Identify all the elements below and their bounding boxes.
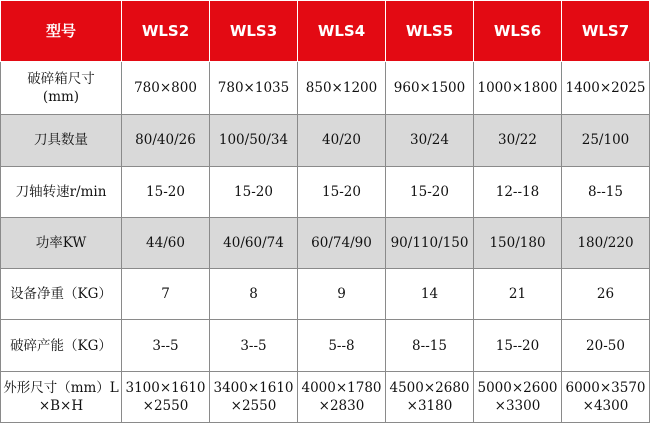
table-cell: 1000×1800 (474, 62, 562, 115)
header-cell-wls7: WLS7 (562, 1, 650, 62)
table-cell: 8 (210, 269, 298, 320)
table-cell: 15-20 (122, 166, 210, 217)
table-cell: 30/22 (474, 115, 562, 166)
table-cell: 4000×1780×2830 (298, 371, 386, 422)
table-cell: 4500×2680×3180 (386, 371, 474, 422)
table-cell: 150/180 (474, 217, 562, 268)
table-cell: 850×1200 (298, 62, 386, 115)
table-cell: 90/110/150 (386, 217, 474, 268)
table-cell: 40/60/74 (210, 217, 298, 268)
table-cell: 3--5 (122, 320, 210, 371)
table-cell: 960×1500 (386, 62, 474, 115)
header-cell-wls4: WLS4 (298, 1, 386, 62)
table-cell: 5--8 (298, 320, 386, 371)
table-cell: 14 (386, 269, 474, 320)
table-cell: 15-20 (210, 166, 298, 217)
table-cell: 9 (298, 269, 386, 320)
table-cell: 15--20 (474, 320, 562, 371)
table-cell: 26 (562, 269, 650, 320)
table-cell: 3400×1610×2550 (210, 371, 298, 422)
header-cell-wls3: WLS3 (210, 1, 298, 62)
header-cell-wls2: WLS2 (122, 1, 210, 62)
table-cell: 7 (122, 269, 210, 320)
table-cell: 80/40/26 (122, 115, 210, 166)
row-label: 功率KW (1, 217, 122, 268)
table-cell: 780×1035 (210, 62, 298, 115)
table-cell: 780×800 (122, 62, 210, 115)
table-cell: 3--5 (210, 320, 298, 371)
row-label: 刀具数量 (1, 115, 122, 166)
table-cell: 44/60 (122, 217, 210, 268)
row-label: 破碎箱尺寸 (mm) (1, 62, 122, 115)
table-cell: 20-50 (562, 320, 650, 371)
table-cell: 100/50/34 (210, 115, 298, 166)
row-label: 刀轴转速r/min (1, 166, 122, 217)
table-cell: 180/220 (562, 217, 650, 268)
table-row (1, 320, 650, 371)
header-row (1, 1, 650, 62)
table-cell: 15-20 (386, 166, 474, 217)
table-cell: 8--15 (386, 320, 474, 371)
table-row (1, 115, 650, 166)
row-label: 设备净重（KG） (1, 269, 122, 320)
row-label: 破碎产能（KG） (1, 320, 122, 371)
table-row (1, 166, 650, 217)
table-cell: 15-20 (298, 166, 386, 217)
table-cell: 8--15 (562, 166, 650, 217)
header-cell-wls5: WLS5 (386, 1, 474, 62)
table-cell: 5000×2600×3300 (474, 371, 562, 422)
header-cell-model: 型号 (1, 1, 122, 62)
table-cell: 25/100 (562, 115, 650, 166)
table-cell: 30/24 (386, 115, 474, 166)
table-cell: 60/74/90 (298, 217, 386, 268)
table-row (1, 62, 650, 115)
table-row (1, 269, 650, 320)
table-cell: 12--18 (474, 166, 562, 217)
table-cell: 21 (474, 269, 562, 320)
table-cell: 1400×2025 (562, 62, 650, 115)
header-cell-wls6: WLS6 (474, 1, 562, 62)
table-cell: 6000×3570×4300 (562, 371, 650, 422)
table-row (1, 371, 650, 422)
table-row (1, 217, 650, 268)
table-cell: 40/20 (298, 115, 386, 166)
table-cell: 3100×1610×2550 (122, 371, 210, 422)
row-label: 外形尺寸（mm）L×B×H (1, 371, 122, 422)
